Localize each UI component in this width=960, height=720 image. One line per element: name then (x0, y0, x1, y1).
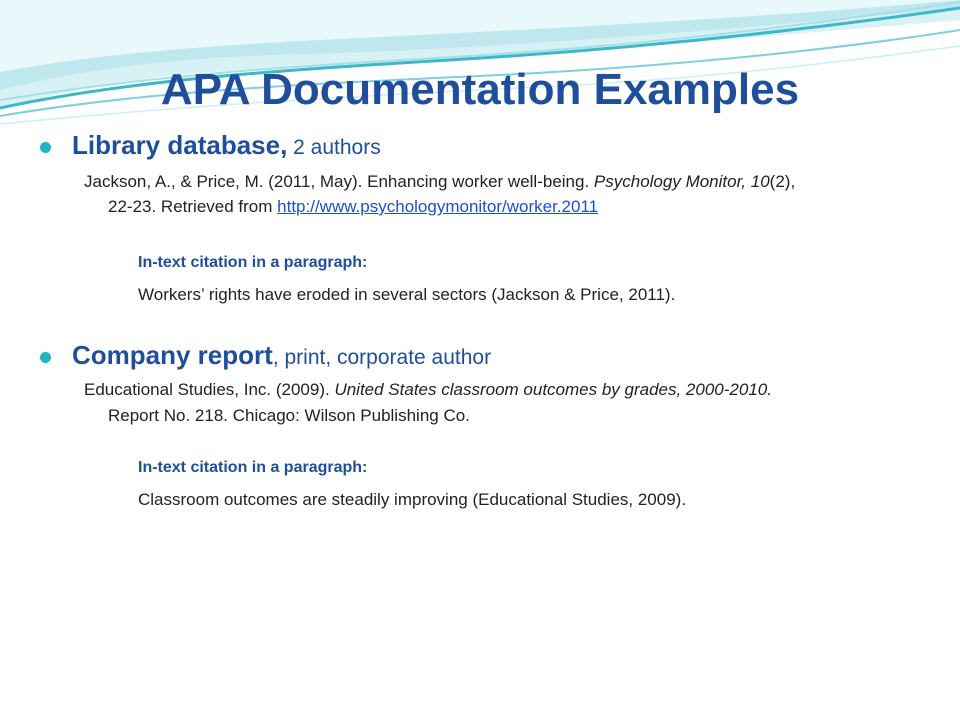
heading-light-text: 2 authors (287, 136, 381, 159)
reference-line-1: Educational Studies, Inc. (2009). United States classroom outcomes by grades, 2000-2010. (84, 380, 772, 399)
heading-bold-text: Company report (72, 340, 273, 370)
intext-citation-label: In-text citation in a paragraph: (138, 459, 368, 476)
reference-line-2: Report No. 218. Chicago: Wilson Publishing Co. (108, 406, 470, 425)
intext-citation-label: In-text citation in a paragraph: (138, 254, 368, 271)
bullet-icon (40, 142, 51, 153)
reference-line-1: Jackson, A., & Price, M. (2011, May). Enhancing worker well-being. Psychology Monitor, 10(2), (84, 172, 796, 191)
intext-citation-example: Classroom outcomes are steadily improving (Educational Studies, 2009). (138, 490, 687, 509)
heading-bold-text: Library database, (72, 130, 288, 160)
heading-light-text: , print, corporate author (272, 346, 492, 369)
slide-title: APA Documentation Examples (160, 65, 800, 114)
reference-line-2: 22-23. Retrieved from http://www.psychologymonitor/worker.2011 (108, 197, 599, 216)
intext-citation-example: Workers’ rights have eroded in several sectors (Jackson & Price, 2011). (138, 285, 676, 304)
reference-url-link[interactable]: http://www.psychologymonitor/worker.2011 (277, 197, 599, 216)
bullet-icon (40, 352, 51, 363)
